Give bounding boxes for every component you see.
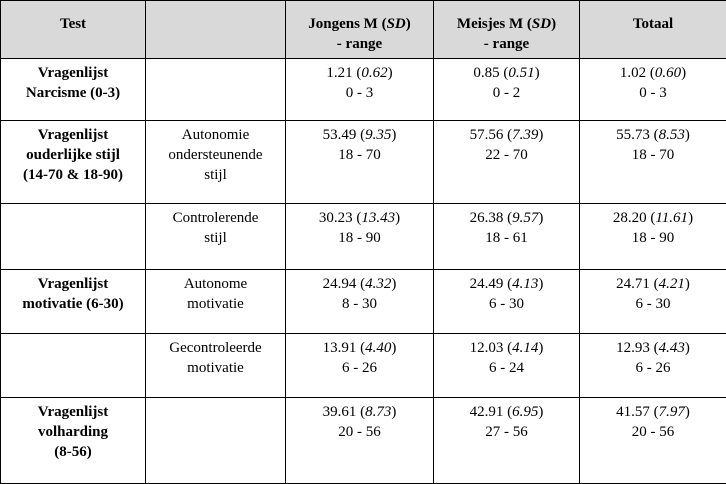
subscale-cell <box>146 398 286 484</box>
sd-value: 9.57 <box>512 210 538 226</box>
mean-value: 42.91 <box>470 404 504 420</box>
range-value: 18 - 70 <box>289 145 430 165</box>
test-name-line: ouderlijke stijl <box>4 145 142 165</box>
table-row <box>1 270 726 334</box>
sd-value: 4.13 <box>512 276 538 292</box>
header-boys: Jongens M (SD) - range <box>286 1 434 59</box>
range-value: 0 - 3 <box>289 83 430 103</box>
subscale-name-line: Autonomie <box>149 125 282 145</box>
sd-value: 6.95 <box>512 404 538 420</box>
subscale-name-line: motivatie <box>149 294 282 314</box>
total-value-cell: 55.73 (8.53) 18 - 70 <box>580 121 726 204</box>
test-name-line: Vragenlijst <box>4 125 142 145</box>
test-cell <box>1 59 146 121</box>
subscale-name-line: Autonome <box>149 274 282 294</box>
range-value: 6 - 26 <box>583 358 723 378</box>
subscale-name-line: ondersteunende <box>149 145 282 165</box>
range-value: 22 - 70 <box>437 145 576 165</box>
subscale-cell <box>146 204 286 270</box>
range-value: 8 - 30 <box>289 294 430 314</box>
mean-value: 55.73 <box>616 127 650 143</box>
test-cell <box>1 270 146 334</box>
range-value: 20 - 56 <box>289 422 430 442</box>
mean-value: 1.02 <box>620 65 646 81</box>
table-row <box>1 204 726 270</box>
test-name-line: (14-70 & 18-90) <box>4 165 142 185</box>
girls-value-cell: 42.91 (6.95) 27 - 56 <box>434 398 580 484</box>
mean-value: 30.23 <box>319 210 353 226</box>
mean-value: 41.57 <box>616 404 650 420</box>
boys-value-cell: 24.94 (4.32) 8 - 30 <box>286 270 434 334</box>
range-value: 6 - 30 <box>583 294 723 314</box>
test-cell <box>1 334 146 398</box>
range-value: 18 - 90 <box>289 228 430 248</box>
girls-value-cell: 57.56 (7.39) 22 - 70 <box>434 121 580 204</box>
range-value: 6 - 26 <box>289 358 430 378</box>
mean-value: 12.93 <box>616 340 650 356</box>
sd-value: 4.43 <box>659 340 685 356</box>
subscale-name-line: stijl <box>149 228 282 248</box>
sd-value: 0.51 <box>508 65 534 81</box>
mean-value: 57.56 <box>470 127 504 143</box>
subscale-name-line: Gecontroleerde <box>149 338 282 358</box>
total-value-cell: 1.02 (0.60) 0 - 3 <box>580 59 726 121</box>
subscale-name-line: stijl <box>149 165 282 185</box>
subscale-name-line: motivatie <box>149 358 282 378</box>
test-cell <box>1 204 146 270</box>
header-total: Totaal <box>580 1 726 59</box>
sd-value: 4.40 <box>365 340 391 356</box>
table-row <box>1 334 726 398</box>
subscale-cell <box>146 121 286 204</box>
boys-value-cell: 1.21 (0.62) 0 - 3 <box>286 59 434 121</box>
mean-value: 53.49 <box>323 127 357 143</box>
sd-value: 7.39 <box>512 127 538 143</box>
sd-value: 4.14 <box>512 340 538 356</box>
table-header <box>1 1 726 59</box>
sd-value: 4.21 <box>659 276 685 292</box>
test-name-line: (8-56) <box>4 442 142 462</box>
table-row <box>1 398 726 484</box>
test-name-line: Vragenlijst <box>4 63 142 83</box>
girls-value-cell: 24.49 (4.13) 6 - 30 <box>434 270 580 334</box>
range-value: 18 - 90 <box>583 228 723 248</box>
range-value: 18 - 70 <box>583 145 723 165</box>
boys-value-cell: 30.23 (13.43) 18 - 90 <box>286 204 434 270</box>
mean-value: 12.03 <box>470 340 504 356</box>
range-value: 0 - 3 <box>583 83 723 103</box>
sd-value: 4.32 <box>365 276 391 292</box>
subscale-cell <box>146 59 286 121</box>
subscale-name-line: Controlerende <box>149 208 282 228</box>
test-name-line: motivatie (6-30) <box>4 294 142 314</box>
subscale-cell <box>146 270 286 334</box>
mean-value: 24.94 <box>323 276 357 292</box>
test-cell <box>1 121 146 204</box>
mean-value: 24.71 <box>616 276 650 292</box>
header-test: Test <box>1 1 146 59</box>
mean-value: 13.91 <box>323 340 357 356</box>
range-value: 18 - 61 <box>437 228 576 248</box>
range-value: 27 - 56 <box>437 422 576 442</box>
total-value-cell: 12.93 (4.43) 6 - 26 <box>580 334 726 398</box>
mean-value: 28.20 <box>613 210 647 226</box>
table-row <box>1 121 726 204</box>
mean-value: 1.21 <box>326 65 352 81</box>
table-body <box>1 59 726 484</box>
range-value: 20 - 56 <box>583 422 723 442</box>
sd-value: 8.53 <box>659 127 685 143</box>
test-name-line: Vragenlijst <box>4 274 142 294</box>
table-row <box>1 59 726 121</box>
total-value-cell: 28.20 (11.61) 18 - 90 <box>580 204 726 270</box>
sd-value: 0.62 <box>361 65 387 81</box>
test-name-line: Vragenlijst <box>4 402 142 422</box>
total-value-cell: 41.57 (7.97) 20 - 56 <box>580 398 726 484</box>
test-cell <box>1 398 146 484</box>
sd-value: 13.43 <box>361 210 395 226</box>
girls-value-cell: 0.85 (0.51) 0 - 2 <box>434 59 580 121</box>
total-value-cell: 24.71 (4.21) 6 - 30 <box>580 270 726 334</box>
sd-value: 9.35 <box>365 127 391 143</box>
range-value: 6 - 24 <box>437 358 576 378</box>
mean-value: 24.49 <box>470 276 504 292</box>
test-name-line: volharding <box>4 422 142 442</box>
subscale-cell <box>146 334 286 398</box>
range-value: 0 - 2 <box>437 83 576 103</box>
header-girls: Meisjes M (SD) - range <box>434 1 580 59</box>
boys-value-cell: 13.91 (4.40) 6 - 26 <box>286 334 434 398</box>
boys-value-cell: 39.61 (8.73) 20 - 56 <box>286 398 434 484</box>
sd-value: 8.73 <box>365 404 391 420</box>
mean-value: 26.38 <box>470 210 504 226</box>
mean-value: 0.85 <box>473 65 499 81</box>
sd-value: 0.60 <box>655 65 681 81</box>
boys-value-cell: 53.49 (9.35) 18 - 70 <box>286 121 434 204</box>
sd-value: 11.61 <box>655 210 688 226</box>
range-value: 6 - 30 <box>437 294 576 314</box>
girls-value-cell: 12.03 (4.14) 6 - 24 <box>434 334 580 398</box>
header-row <box>1 1 726 59</box>
mean-value: 39.61 <box>323 404 357 420</box>
test-name-line: Narcisme (0-3) <box>4 83 142 103</box>
sd-value: 7.97 <box>659 404 685 420</box>
header-subscale <box>146 1 286 59</box>
girls-value-cell: 26.38 (9.57) 18 - 61 <box>434 204 580 270</box>
